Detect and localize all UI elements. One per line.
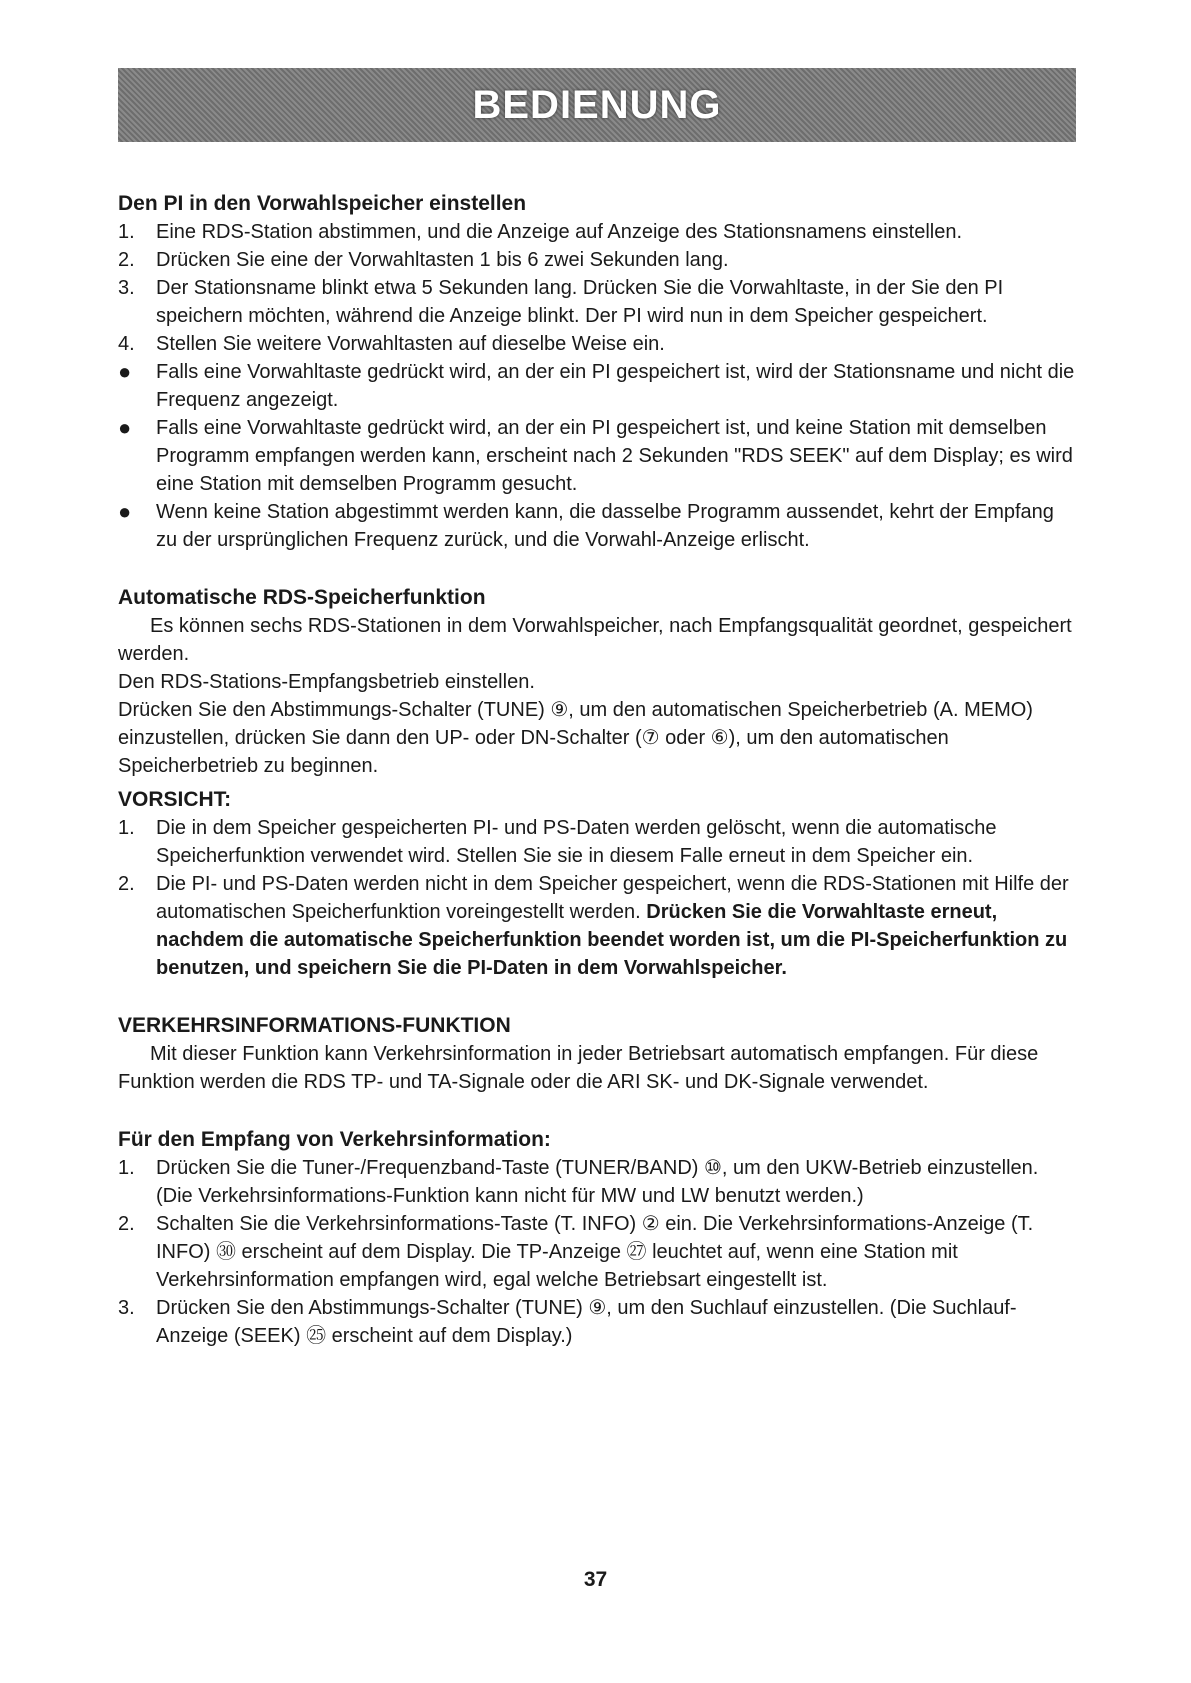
list-text: Eine RDS-Station abstimmen, und die Anzeige auf Anzeige des Stationsnamens einstellen.: [156, 221, 963, 243]
section-heading: Den PI in den Vorwahlspeicher einstellen: [118, 192, 527, 215]
numbered-list: [118, 218, 1078, 358]
list-marker: 3.: [118, 1297, 135, 1319]
list-item: [118, 246, 1078, 274]
caution-heading: VORSICHT:: [118, 788, 232, 811]
emphasis-text: Drücken Sie die Vorwahltaste erneut, nachdem die automatische Speicherfunktion beendet worden ist, um die PI-Speicherfunktion zu benutzen, und speichern Sie die PI-Daten in dem Vorwahlspeicher.: [156, 901, 1068, 979]
list-item: [118, 814, 1078, 870]
list-text: Drücken Sie eine der Vorwahltasten 1 bis 6 zwei Sekunden lang.: [156, 249, 729, 271]
section-heading: Für den Empfang von Verkehrsinformation:: [118, 1128, 551, 1151]
list-item: [118, 274, 1078, 330]
list-text: Schalten Sie die Verkehrsinformations-Taste (T. INFO) ② ein. Die Verkehrsinformations-Anzeige (T. INFO) ㉚ erscheint auf dem Display. Die TP-Anzeige ㉗ leuchtet auf, wenn eine Station mit Verkehrsinformation empfangen wird, egal welche Betriebsart eingestellt ist.: [156, 1213, 1034, 1291]
list-text: Drücken Sie den Abstimmungs-Schalter (TUNE) ⑨, um den Suchlauf einzustellen. (Die Suchlauf-Anzeige (SEEK) ㉕ erscheint auf dem Display.): [156, 1297, 1017, 1347]
list-marker: 3.: [118, 277, 135, 299]
title-banner: [118, 68, 1076, 142]
section-auto-memory: [118, 584, 1078, 780]
bullet-item: [118, 358, 1078, 414]
paragraph: Es können sechs RDS-Stationen in dem Vorwahlspeicher, nach Empfangsqualität geordnet, gespeichert werden.: [118, 615, 1072, 665]
list-item: [118, 330, 1078, 358]
list-marker: 1.: [118, 817, 135, 839]
numbered-list: [118, 1154, 1078, 1350]
list-text: Drücken Sie die Tuner-/Frequenzband-Taste (TUNER/BAND) ⑩, um den UKW-Betrieb einzustellen. (Die Verkehrsinformations-Funktion kann nicht für MW und LW benutzt werden.): [156, 1157, 1039, 1207]
section-pi-preset: [118, 190, 1078, 554]
document-body: [118, 190, 1078, 1380]
bullet-item: [118, 414, 1078, 498]
list-text: Die in dem Speicher gespeicherten PI- und PS-Daten werden gelöscht, wenn die automatische Speicherfunktion verwendet wird. Stellen Sie sie in diesem Falle erneut in dem Speicher ein.: [156, 817, 997, 867]
list-item: [118, 1154, 1078, 1210]
bullet-icon: ●: [118, 359, 132, 384]
list-marker: 4.: [118, 333, 135, 355]
bullet-text: Falls eine Vorwahltaste gedrückt wird, an der ein PI gespeichert ist, wird der Stationsname und nicht die Frequenz angezeigt.: [156, 361, 1075, 411]
section-heading: Automatische RDS-Speicherfunktion: [118, 586, 486, 609]
bullet-icon: ●: [118, 499, 132, 524]
list-text: Die PI- und PS-Daten werden nicht in dem Speicher gespeichert, wenn die RDS-Stationen mit Hilfe der automatischen Speicherfunktion voreingestellt werden.: [156, 873, 1069, 923]
list-marker: 1.: [118, 221, 135, 243]
list-marker: 2.: [118, 873, 135, 895]
bullet-icon: ●: [118, 415, 132, 440]
paragraph: Drücken Sie den Abstimmungs-Schalter (TUNE) ⑨, um den automatischen Speicherbetrieb (A. MEMO) einzustellen, drücken Sie dann den UP- oder DN-Schalter (⑦ oder ⑥), um den automatischen Speicherbetrieb zu beginnen.: [118, 699, 1033, 777]
list-marker: 2.: [118, 1213, 135, 1235]
paragraph: Mit dieser Funktion kann Verkehrsinformation in jeder Betriebsart automatisch empfangen. Für diese Funktion werden die RDS TP- und TA-Signale oder die ARI SK- und DK-Signale verwendet.: [118, 1043, 1039, 1093]
list-item: [118, 218, 1078, 246]
list-item: [118, 1210, 1078, 1294]
list-item: [118, 1294, 1078, 1350]
section-traffic-reception: [118, 1126, 1078, 1350]
list-text: Der Stationsname blinkt etwa 5 Sekunden lang. Drücken Sie die Vorwahltaste, in der Sie den PI speichern möchten, während die Anzeige blinkt. Der PI wird nun in dem Speicher gespeichert.: [156, 277, 1004, 327]
list-text: Stellen Sie weitere Vorwahltasten auf dieselbe Weise ein.: [156, 333, 665, 355]
numbered-list: [118, 814, 1078, 982]
page-title: BEDIENUNG: [472, 82, 722, 127]
bullet-text: Falls eine Vorwahltaste gedrückt wird, an der ein PI gespeichert ist, und keine Station mit demselben Programm empfangen werden kann, erscheint nach 2 Sekunden "RDS SEEK" auf dem Display; es wird eine Station mit demselben Programm gesucht.: [156, 417, 1073, 495]
section-traffic-info: [118, 1012, 1078, 1096]
bullet-list: [118, 358, 1078, 554]
list-marker: 1.: [118, 1157, 135, 1179]
list-item: [118, 870, 1078, 982]
bullet-text: Wenn keine Station abgestimmt werden kann, die dasselbe Programm aussendet, kehrt der Empfang zu der ursprünglichen Frequenz zurück, und die Vorwahl-Anzeige erlischt.: [156, 501, 1054, 551]
page-number: 37: [583, 1568, 608, 1591]
section-caution: [118, 786, 1078, 982]
section-heading: VERKEHRSINFORMATIONS-FUNKTION: [118, 1014, 511, 1037]
paragraph: Den RDS-Stations-Empfangsbetrieb einstellen.: [118, 671, 535, 693]
list-marker: 2.: [118, 249, 135, 271]
bullet-item: [118, 498, 1078, 554]
